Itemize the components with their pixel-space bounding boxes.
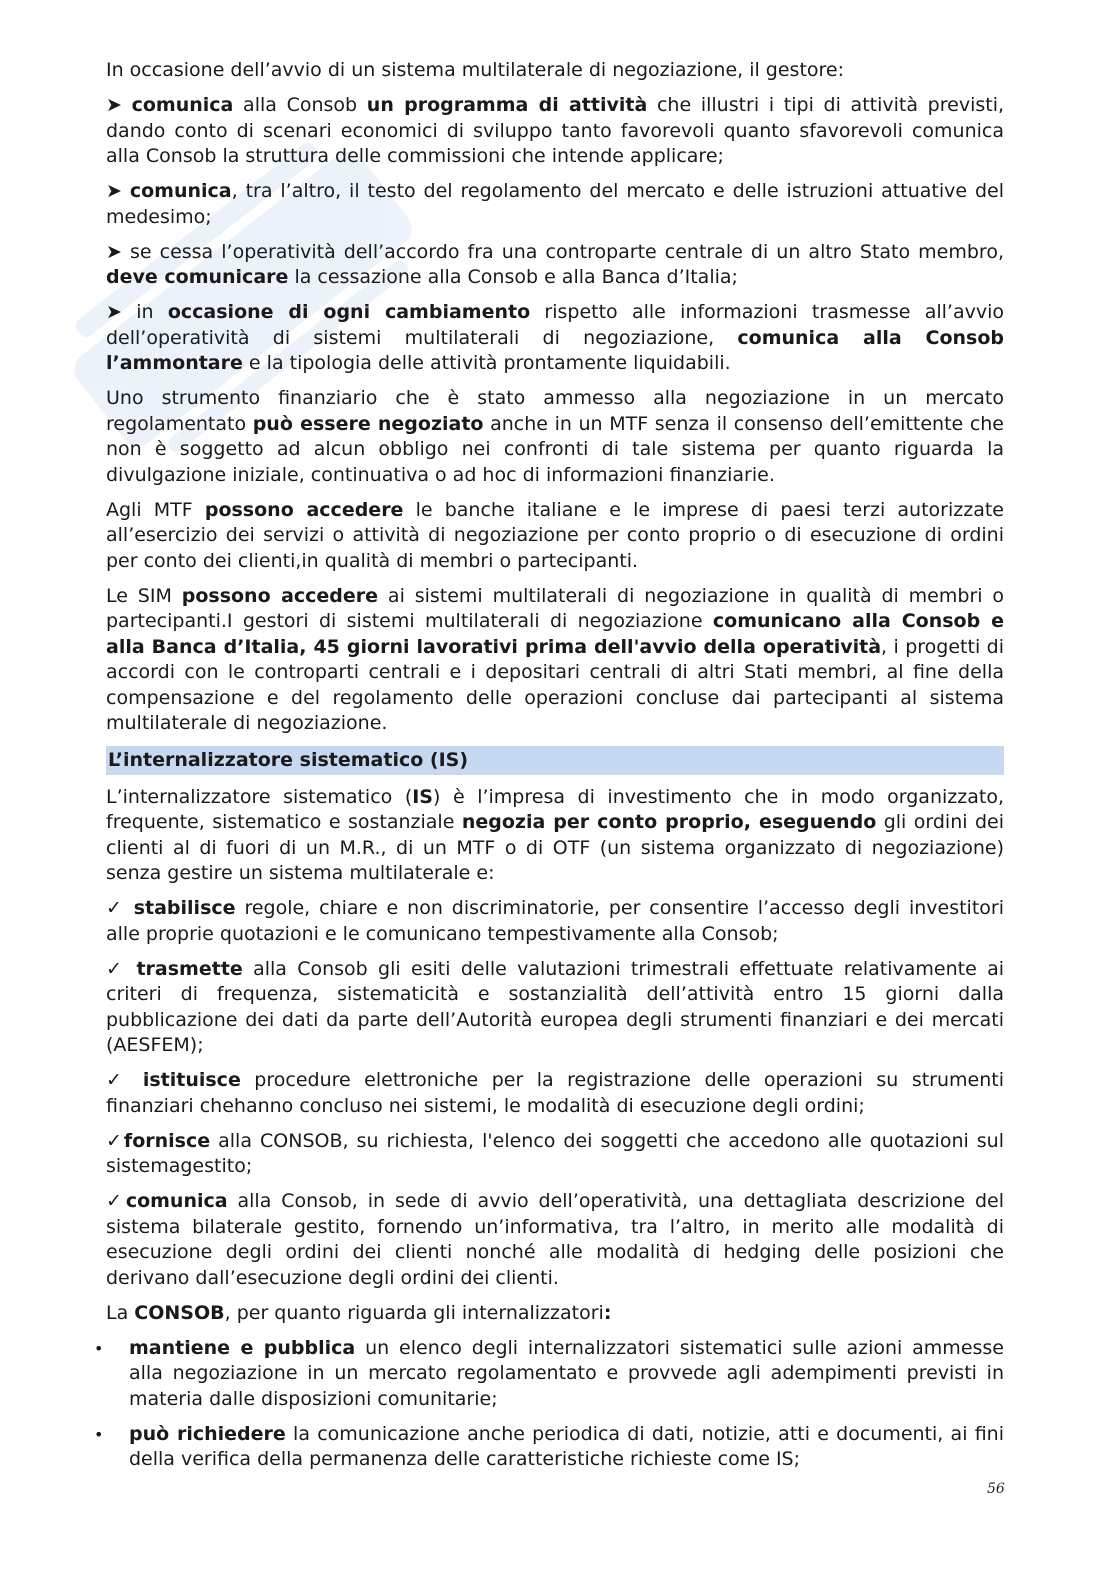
text-run: , i progetti di accordi con le controparti centrali e i depositari centrali di altri Stati membri, al fine della compensazione e del regolamento delle operazioni concluse dai partecipanti al sistema multilaterale di negoziazione. [106,635,1004,734]
bold-text: CONSOB [134,1301,225,1324]
paragraph [106,1129,1004,1180]
paragraph [106,58,1004,84]
text-run: procedure elettroniche per la registrazione delle operazioni su strumenti finanziari chehanno concluso nei sistemi, le modalità di esecuzione degli ordini; [106,1069,1004,1117]
bold-text: : [603,1301,612,1324]
bold-text: istituisce [142,1069,241,1091]
bold-text: mantiene e pubblica [129,1336,356,1359]
bullet-dot-icon: • [94,1424,104,1444]
text-run: , tra l’altro, il testo del regolamento del mercato e delle istruzioni attuative del medesimo; [106,180,1004,228]
paragraph [106,896,1004,947]
text-run: Uno strumento finanziario che è stato ammesso alla negoziazione in un mercato regolamentato [106,387,1004,435]
text-run: Le SIM [106,584,182,607]
text-run: ✓ [106,1190,126,1212]
bullet-dot-icon: • [94,1338,104,1358]
paragraph [106,300,1004,377]
text-run: rispetto alle informazioni trasmesse all’avvio dell’operatività di sistemi multilaterali di negoziazione, [106,301,1004,349]
text-run: ➤ se cessa l’operatività dell’accordo fra una controparte centrale di un altro Stato membro, [106,240,1004,263]
text-run: anche in un MTF senza il consenso dell’emittente che non è soggetto ad alcun obbligo nei confronti di tale sistema per quanto riguarda la divulgazione iniziale, continuativa o ad hoc di informazioni finanziarie. [106,412,1004,486]
bold-text: IS [412,785,433,808]
bold-text: un programma di attività [366,94,648,116]
text-run: ➤ in [106,301,168,323]
paragraph [106,498,1004,575]
bold-text: stabilisce [133,897,236,919]
text-run: e la tipologia delle attività prontamente liquidabili. [242,352,731,374]
text-run: alla Consob, in sede di avvio dell’operatività, una dettagliata descrizione del sistema bilaterale gestito, fornendo un’informativa, tra l’altro, in merito alle modalità di esecuzione degli ordini dei clienti nonché alle modalità di hedging delle posizioni che derivano dall’esecuzione degli ordini dei clienti. [106,1190,1004,1289]
text-run: La [106,1301,135,1324]
bold-text: possono accedere [204,498,404,521]
paragraph [106,240,1004,291]
bold-text: fornisce [123,1129,211,1152]
bold-text: comunica [125,1190,228,1212]
section-heading: L’internalizzatore sistematico (IS) [106,746,1004,775]
paragraph [106,957,1004,1059]
text-run: ) è l’impresa di investimento che in modo organizzato, frequente, sistematico e sostanziale [106,785,1004,833]
list-item [94,1422,1005,1473]
page-number: 56 [987,1481,1005,1497]
text-run: che illustri i tipi di attività previsti, dando conto di scenari economici di sviluppo tanto favorevoli quanto sfavorevoli comunica alla Consob la struttura delle commissioni che intende applicare; [106,94,1005,167]
paragraph [106,93,1004,170]
bold-text: possono accedere [181,584,379,607]
text-run: regole, chiare e non discriminatorie, per consentire l’accesso degli investitori alle proprie quotazioni e le comunicano tempestivamente alla Consob; [106,897,1004,945]
paragraphs-top [106,58,1004,737]
text-run: la comunicazione anche periodica di dati, notizie, atti e documenti, ai fini della verifica della permanenza delle caratteristiche richieste come IS; [129,1422,1005,1470]
paragraph [106,785,1004,887]
text-run: Agli MTF [106,498,205,521]
bold-text: negozia per conto proprio, eseguendo [461,811,877,833]
paragraph [106,386,1004,488]
bold-text: comunicano alla Consob e alla Banca d’Italia, 45 giorni lavorativi prima dell'avvio della operatività [106,610,1004,658]
text-run: le banche italiane e le imprese di paesi terzi autorizzate all’esercizio dei servizi o attività di negoziazione per conto proprio o di esecuzione di ordini per conto dei clienti,in qualità di membri o partecipanti. [106,498,1004,572]
bold-text: deve comunicare [106,266,289,288]
bold-text: occasione di ogni cambiamento [167,301,531,323]
text-run: ✓ [106,897,134,919]
text-run: , per quanto riguarda gli internalizzatori [224,1301,604,1324]
text-run: alla Consob gli esiti delle valutazioni trimestrali effettuate relativamente ai criteri di frequenza, sistematicità e sostanzialità dell’attività entro 15 giorni dalla pubblicazione dei dati da parte dell’Autorità europea degli strumenti finanziari e dei mercati (AESFEM); [106,957,1004,1056]
text-run: L’internalizzatore sistematico ( [106,785,413,808]
text-run: ➤ [106,180,130,202]
text-run: ✓ [106,957,137,980]
text-run: la cessazione alla Consob e alla Banca d’Italia; [288,266,738,288]
text-run: gli ordini dei clienti al di fuori di un M.R., di un MTF o di OTF (un sistema organizzato di negoziazione) senza gestire un sistema multilaterale e: [106,811,1004,884]
paragraph [106,1068,1004,1119]
paragraph [106,1301,1004,1327]
paragraphs-bottom [106,785,1004,1327]
text-run: In occasione dell’avvio di un sistema multilaterale di negoziazione, il gestore: [106,59,845,81]
bold-text: comunica [131,94,234,116]
text-run: ✓ [106,1069,143,1091]
bold-text: trasmette [136,957,243,980]
text-run: ➤ [106,94,132,116]
paragraph [106,584,1004,737]
text-run: ✓ [106,1129,124,1152]
paragraph [106,1189,1004,1291]
bold-text: comunica alla Consob l’ammontare [106,326,1004,374]
bold-text: può richiedere [129,1422,286,1445]
text-run: un elenco degli internalizzatori sistematici sulle azioni ammesse alla negoziazione in un mercato regolamentato e provvede agli adempimenti previsti in materia dalle disposizioni comunitarie; [129,1336,1004,1410]
document-body [94,58,1005,1482]
consob-bullet-list [94,1336,1005,1473]
bold-text: può essere negoziato [252,412,484,435]
list-item [94,1336,1004,1413]
paragraph [106,179,1004,230]
text-run: alla Consob [233,94,367,116]
bold-text: comunica [129,180,232,202]
text-run: alla CONSOB, su richiesta, l'elenco dei soggetti che accedono alle quotazioni sul sistemagestito; [106,1129,1005,1177]
text-run: ai sistemi multilaterali di negoziazione in qualità di membri o partecipanti.I gestori di sistemi multilaterali di negoziazione [106,584,1005,632]
